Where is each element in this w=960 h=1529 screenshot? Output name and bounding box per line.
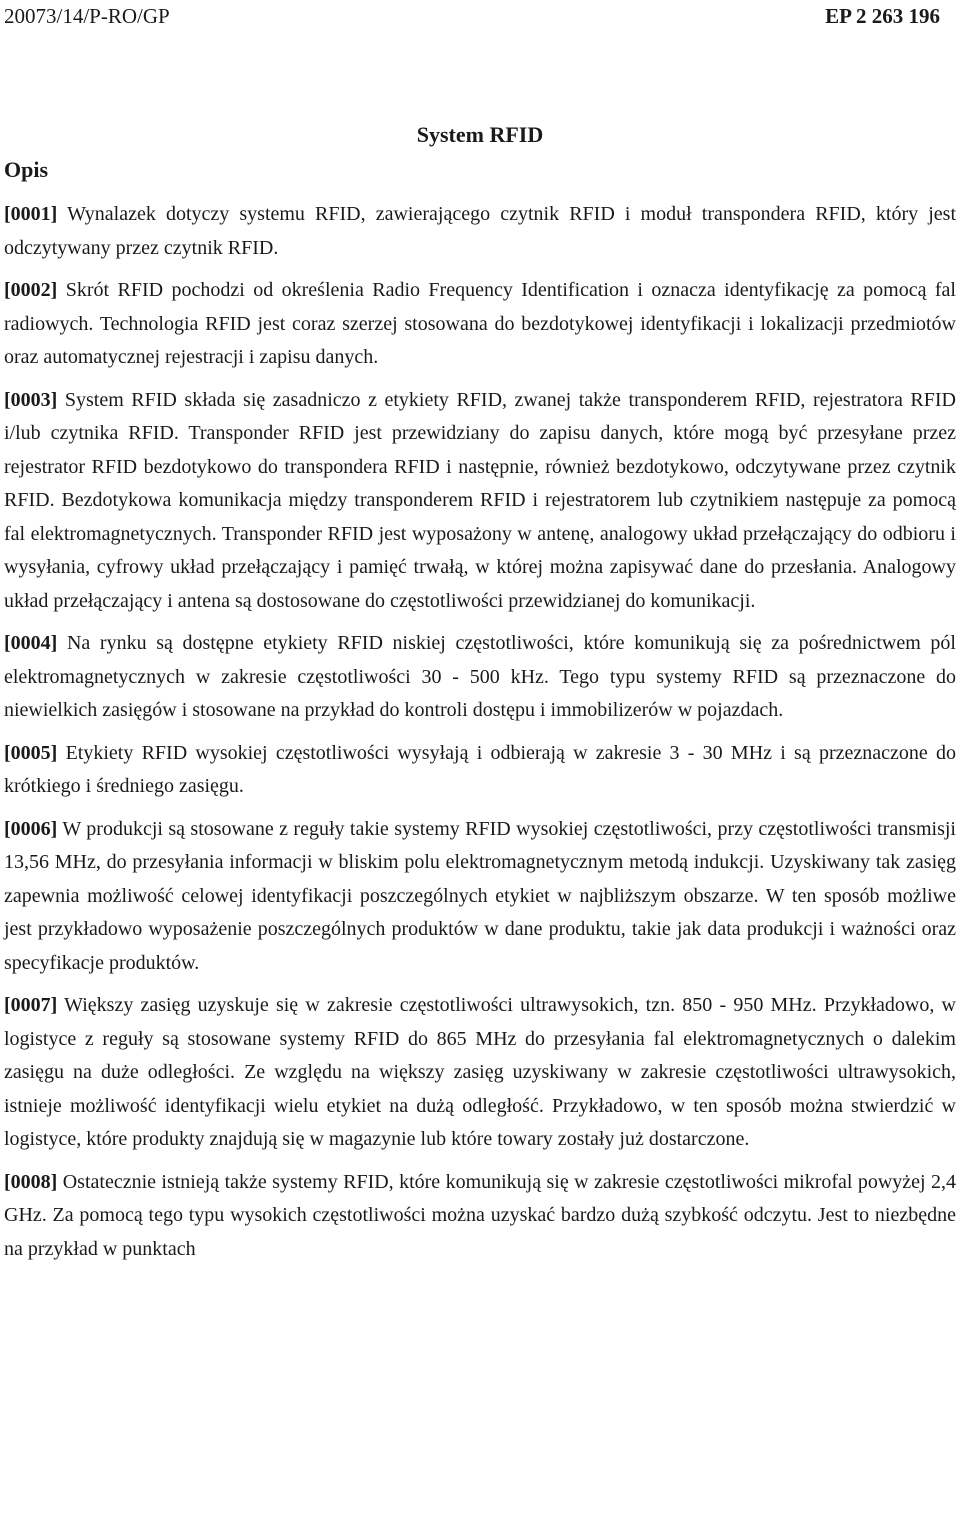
document-title bbox=[0, 121, 960, 149]
paragraph-number: [0007] bbox=[4, 994, 58, 1016]
paragraph-number: [0004] bbox=[4, 632, 58, 654]
paragraph-number: [0006] bbox=[4, 817, 58, 840]
document-reference: 20073/14/P-RO/GP bbox=[4, 4, 170, 28]
paragraph-text: Ostatecznie istnieją także systemy RFID, które komunikują się w zakresie częstotliwości mikrofal powyżej 2,4 GHz. Za pomocą tego typu wysokich częstotliwości można uzyskać bardzo dużą szybkość odczytu. Jest to niezbędne na przykład w punktach bbox=[4, 1170, 956, 1260]
paragraph-text: System RFID składa się zasadniczo z etykiety RFID, zwanej także transponderem RFID, rejestratora RFID i/lub czytnika RFID. Transponder RFID jest przewidziany do zapisu danych, które mogą być przesyłane przez rejestrator RFID bezdotykowo do transpondera RFID i następnie, również bezdotykowo, odczytywane przez czytnik RFID. Bezdotykowa komunikacja między transponderem RFID i rejestratorem lub czytnikiem następuje za pomocą fal elektromagnetycznych. Transponder RFID jest wyposażony w antenę, analogowy układ przełączający do odbioru i wysyłania, cyfrowy układ przełączający i pamięć trwałą, w której można zapisywać dane do przesłania. Analogowy układ przełączający i antena są dostosowane do częstotliwości przewidzianej do komunikacji. bbox=[4, 388, 956, 612]
paragraph-text: Większy zasięg uzyskuje się w zakresie częstotliwości ultrawysokich, tzn. 850 - 950 MHz. Przykładowo, w logistyce z reguły są stosowane systemy RFID do 865 MHz do przesyłania fal elektromagnetycznych o dalekim zasięgu na duże odległości. Ze względu na większy zasięg uzyskiwany w zakresie częstotliwości ultrawysokich, istnieje możliwość identyfikacji wielu etykiet na dużą odległość. Przykładowo, w ten sposób można stwierdzić w logistyce, które produkty znajdują się w magazynie lub które towary zostały już dostarczone. bbox=[4, 994, 956, 1150]
paragraph-0005 bbox=[4, 737, 956, 804]
page-header bbox=[4, 3, 940, 29]
document-body bbox=[4, 198, 956, 1275]
paragraph-0001 bbox=[4, 198, 956, 265]
paragraph-text: Wynalazek dotyczy systemu RFID, zawierającego czytnik RFID i moduł transpondera RFID, który jest odczytywany przez czytnik RFID. bbox=[4, 203, 956, 259]
section-heading: Opis bbox=[4, 157, 49, 182]
paragraph-number: [0001] bbox=[4, 203, 58, 225]
paragraph-0004 bbox=[4, 627, 956, 728]
paragraph-0006 bbox=[4, 813, 956, 981]
patent-number: EP 2 263 196 bbox=[825, 4, 940, 28]
paragraph-0008 bbox=[4, 1166, 956, 1267]
paragraph-0002 bbox=[4, 274, 956, 375]
paragraph-0007 bbox=[4, 989, 956, 1157]
paragraph-0003 bbox=[4, 384, 956, 619]
paragraph-number: [0003] bbox=[4, 388, 58, 411]
document-title-text: System RFID bbox=[416, 122, 544, 147]
paragraph-text: Na rynku są dostępne etykiety RFID niskiej częstotliwości, które komunikują się za pośrednictwem pól elektromagnetycznych w zakresie częstotliwości 30 - 500 kHz. Tego typu systemy RFID są przeznaczone do niewielkich zasięgów i stosowane na przykład do kontroli dostępu i immobilizerów w pojazdach. bbox=[4, 632, 956, 721]
paragraph-text: W produkcji są stosowane z reguły takie systemy RFID wysokiej częstotliwości, przy częstotliwości transmisji 13,56 MHz, do przesyłania informacji w bliskim polu elektromagnetycznym metodą indukcji. Uzyskiwany tak zasięg zapewnia możliwość celowej identyfikacji poszczególnych etykiet w najbliższym obszarze. W ten sposób możliwe jest przykładowo wyposażenie poszczególnych produktów w dane produktu, takie jak data produkcji i ważności oraz specyfikacje produktów. bbox=[4, 817, 956, 974]
paragraph-number: [0008] bbox=[4, 1170, 58, 1193]
paragraph-text: Etykiety RFID wysokiej częstotliwości wysyłają i odbierają w zakresie 3 - 30 MHz i są przeznaczone do krótkiego i średniego zasięgu. bbox=[4, 741, 956, 797]
paragraph-text: Skrót RFID pochodzi od określenia Radio Frequency Identification i oznacza identyfikację za pomocą fal radiowych. Technologia RFID jest coraz szerzej stosowana do bezdotykowej identyfikacji i lokalizacji przedmiotów oraz automatycznej rejestracji i zapisu danych. bbox=[4, 279, 956, 368]
paragraph-number: [0005] bbox=[4, 741, 58, 764]
paragraph-number: [0002] bbox=[4, 279, 58, 301]
